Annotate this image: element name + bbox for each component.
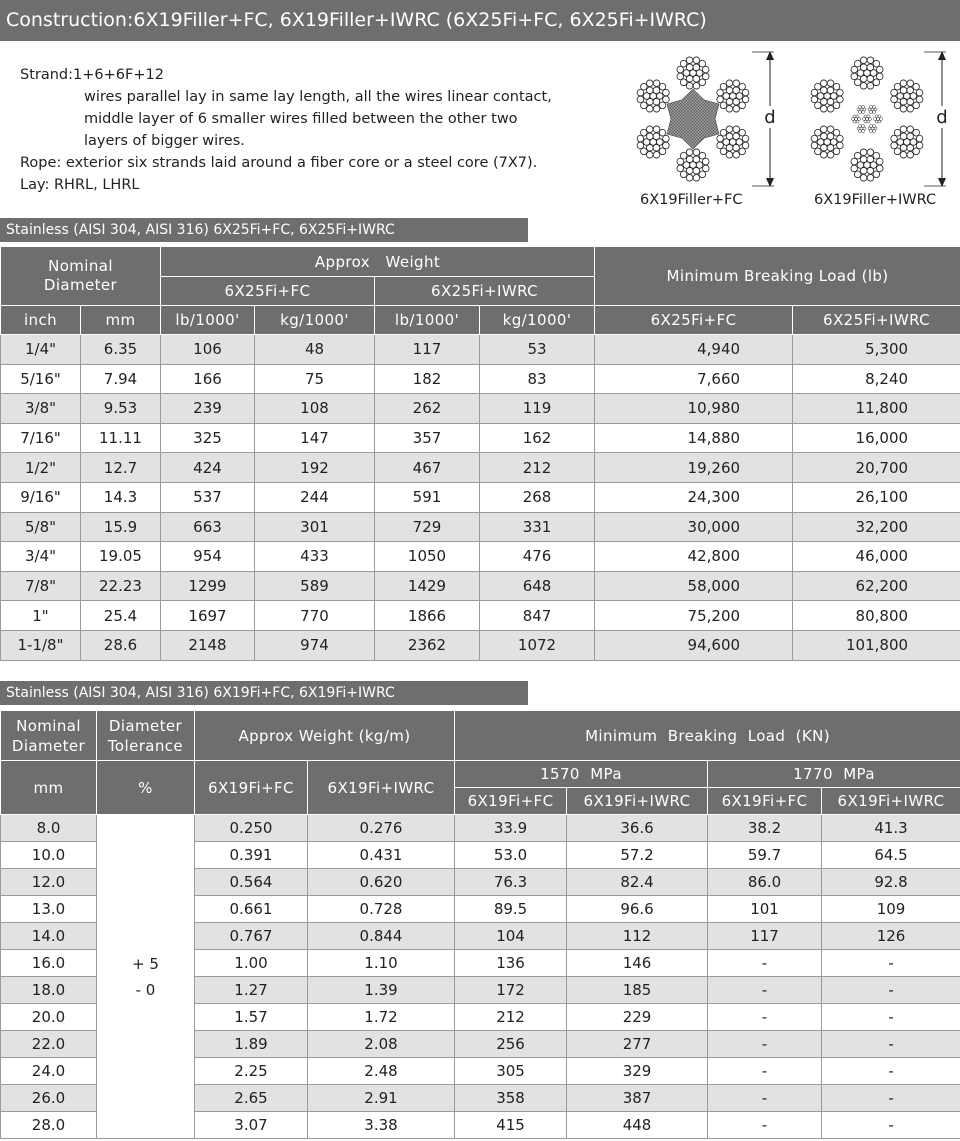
table-cell: 2.08 [308,1031,455,1058]
table-row [1,630,960,660]
table-cell: 32,200 [793,512,960,542]
table-cell: 126 [822,923,960,950]
table-cell: 38.2 [708,815,822,842]
table-cell: 0.728 [308,896,455,923]
table-cell: 3/8" [1,394,81,424]
table-cell: 663 [161,512,255,542]
table-cell: 147 [255,423,375,453]
table-cell: 13.0 [1,896,97,923]
table-cell: 2148 [161,630,255,660]
table-cell: 589 [255,571,375,601]
table-cell: 5/16" [1,364,81,394]
table-cell: 16.0 [1,950,97,977]
fiber-core [667,89,719,149]
table-cell: 729 [375,512,480,542]
table-cell: 212 [480,453,595,483]
table-row [1,423,960,453]
table-cell: 9.53 [81,394,161,424]
table-cell: 75,200 [595,601,793,631]
table-cell: 1.27 [195,977,308,1004]
table-cell: 83 [480,364,595,394]
table-row [1,512,960,542]
table-cell: 33.9 [455,815,567,842]
rope-cross-section-iwrc-figure [802,48,960,190]
table-cell: 3/4" [1,542,81,572]
table-cell: 0.564 [195,869,308,896]
table-cell: 329 [567,1058,708,1085]
table-cell: 14.3 [81,482,161,512]
table-cell: 1.89 [195,1031,308,1058]
table-cell: 1866 [375,601,480,631]
table-cell: 8.0 [1,815,97,842]
table-cell: 448 [567,1112,708,1139]
table-cell: 847 [480,601,595,631]
header-min-breaking-load: Minimum Breaking Load (lb) [595,247,960,306]
table-row [1,364,960,394]
table-cell: 0.767 [195,923,308,950]
section-title-6x19: Stainless (AISI 304, AISI 316) 6X19Fi+FC, 6X19Fi+IWRC [0,681,528,705]
table-cell: 28.0 [1,1112,97,1139]
table-cell: 244 [255,482,375,512]
header-fc: 6X25Fi+FC [161,277,375,306]
table-cell: 3.07 [195,1112,308,1139]
table-cell: - [708,977,822,1004]
table-cell: 1299 [161,571,255,601]
tolerance-plus: + 5 [132,954,159,973]
table-cell: 117 [708,923,822,950]
table-cell: 62,200 [793,571,960,601]
table-cell: 192 [255,453,375,483]
table-cell: 10,980 [595,394,793,424]
rope-line: Rope: exterior six strands laid around a fiber core or a steel core (7X7). [20,155,538,171]
header-iwrc-lb: lb/1000' [375,306,480,335]
table-cell: 1.72 [308,1004,455,1031]
table-cell: 8,240 [793,364,960,394]
table-cell: 277 [567,1031,708,1058]
rope-cross-section-fc-figure [622,48,792,190]
table-cell: 325 [161,423,255,453]
table-cell: - [822,1004,960,1031]
strand-value: 1+6+6F+12 [73,67,164,83]
table-cell: 424 [161,453,255,483]
table-cell: 1.39 [308,977,455,1004]
table-cell: 331 [480,512,595,542]
table-6x19 [0,710,960,1139]
table-cell: 648 [480,571,595,601]
table-cell: 10.0 [1,842,97,869]
construction-title: Construction:6X19Filler+FC, 6X19Filler+IWRC (6X25Fi+FC, 6X25Fi+IWRC) [0,0,960,41]
strand-label: Strand: [20,67,74,83]
table-cell: 7/16" [1,423,81,453]
table-cell: 101 [708,896,822,923]
table-cell: 136 [455,950,567,977]
figure-caption-iwrc: 6X19Filler+IWRC [814,192,937,208]
table-cell: 262 [375,394,480,424]
table-cell: 41.3 [822,815,960,842]
table-cell: 1.10 [308,950,455,977]
table-cell: - [822,1112,960,1139]
table-cell: 22.23 [81,571,161,601]
table-cell: 24.0 [1,1058,97,1085]
table-cell: 94,600 [595,630,793,660]
table-cell: 80,800 [793,601,960,631]
table-cell: 591 [375,482,480,512]
table-cell: 28.6 [81,630,161,660]
header-approx-weight: Approx Weight [161,247,595,277]
table-cell: 1072 [480,630,595,660]
table-cell: 1/4" [1,335,81,365]
table-cell: 112 [567,923,708,950]
table-cell: 11.11 [81,423,161,453]
table-cell: 2.48 [308,1058,455,1085]
header-min-breaking-load-kn: Minimum Breaking Load (KN) [455,711,960,761]
table-cell: 0.844 [308,923,455,950]
table-row [1,453,960,483]
table-cell: 239 [161,394,255,424]
table-cell: 433 [255,542,375,572]
table-cell: 974 [255,630,375,660]
strand-line-2: middle layer of 6 smaller wires filled between the other two [84,111,518,127]
header-fc-weight: 6X19Fi+FC [195,761,308,815]
table-cell: 1-1/8" [1,630,81,660]
lay-line: Lay: RHRL, LHRL [20,177,140,193]
header-iwrc-mbl: 6X25Fi+IWRC [793,306,960,335]
table-cell: 58,000 [595,571,793,601]
header-fc-kg: kg/1000' [255,306,375,335]
table-cell: 357 [375,423,480,453]
table-cell: 59.7 [708,842,822,869]
table-cell: 16,000 [793,423,960,453]
table-cell: - [708,1031,822,1058]
construction-description [20,64,552,196]
table-cell: 2.65 [195,1085,308,1112]
strand-line-1: wires parallel lay in same lay length, all the wires linear contact, [84,89,552,105]
figure-caption-fc: 6X19Filler+FC [640,192,743,208]
table-6x25 [0,246,960,661]
table-cell: 5,300 [793,335,960,365]
table-cell: 0.276 [308,815,455,842]
header-1770-mpa: 1770 MPa [708,761,960,788]
header-1570-mpa: 1570 MPa [455,761,708,788]
table-cell: 101,800 [793,630,960,660]
table-cell: 182 [375,364,480,394]
table-cell: 96.6 [567,896,708,923]
table-cell: - [708,1058,822,1085]
table-cell: - [822,950,960,977]
table-cell: 1.57 [195,1004,308,1031]
table-cell: 20,700 [793,453,960,483]
table-cell: 7/8" [1,571,81,601]
header-percent: % [97,761,195,815]
table-cell: 89.5 [455,896,567,923]
table-cell: 476 [480,542,595,572]
table-cell: 36.6 [567,815,708,842]
table-cell: 19,260 [595,453,793,483]
table-cell: 42,800 [595,542,793,572]
table-cell: 24,300 [595,482,793,512]
table-cell: - [708,1004,822,1031]
header-iwrc-1570: 6X19Fi+IWRC [567,788,708,815]
table-cell: 104 [455,923,567,950]
table-cell: 57.2 [567,842,708,869]
table-cell: 301 [255,512,375,542]
table-cell: - [822,1058,960,1085]
table-cell: 166 [161,364,255,394]
table-cell: 146 [567,950,708,977]
header-approx-weight-kgm: Approx Weight (kg/m) [195,711,455,761]
dimension-label: d [764,107,776,128]
table-cell: 6.35 [81,335,161,365]
table-cell: 18.0 [1,977,97,1004]
table-cell: 0.661 [195,896,308,923]
table-cell: 212 [455,1004,567,1031]
table-cell: 1050 [375,542,480,572]
table-cell: 0.391 [195,842,308,869]
dimension-label: d [936,107,948,128]
header-iwrc-1770: 6X19Fi+IWRC [822,788,960,815]
table-cell: 0.250 [195,815,308,842]
table-cell: - [708,1085,822,1112]
table-cell: 109 [822,896,960,923]
table-cell: 415 [455,1112,567,1139]
table-cell: 64.5 [822,842,960,869]
table-cell: 12.7 [81,453,161,483]
header-nominal-diameter: Nominal Diameter [1,247,161,306]
table-cell: 954 [161,542,255,572]
table-cell: 387 [567,1085,708,1112]
table-cell: 46,000 [793,542,960,572]
header-diameter-tolerance: Diameter Tolerance [97,711,195,761]
header-fc-1770: 6X19Fi+FC [708,788,822,815]
table-cell: 1.00 [195,950,308,977]
table-cell: 4,940 [595,335,793,365]
table-row [1,542,960,572]
table-cell: 3.38 [308,1112,455,1139]
table-cell: 14,880 [595,423,793,453]
header-fc-lb: lb/1000' [161,306,255,335]
table-cell: - [708,1112,822,1139]
table-cell: 1/2" [1,453,81,483]
table-cell: 117 [375,335,480,365]
table-cell: 26.0 [1,1085,97,1112]
table-row [1,482,960,512]
table-cell: 537 [161,482,255,512]
diameter-tolerance-cell [97,815,195,1139]
table-cell: 9/16" [1,482,81,512]
table-cell: 53 [480,335,595,365]
table-cell: 25.4 [81,601,161,631]
table-cell: 1" [1,601,81,631]
tolerance-minus: - 0 [135,980,156,999]
section-title-6x25: Stainless (AISI 304, AISI 316) 6X25Fi+FC, 6X25Fi+IWRC [0,218,528,242]
header-fc-1570: 6X19Fi+FC [455,788,567,815]
header-inch: inch [1,306,81,335]
header-iwrc: 6X25Fi+IWRC [375,277,595,306]
table-cell: 1697 [161,601,255,631]
table-cell: 75 [255,364,375,394]
table-cell: 15.9 [81,512,161,542]
header-iwrc-kg: kg/1000' [480,306,595,335]
table-cell: 2362 [375,630,480,660]
table-cell: - [822,1031,960,1058]
strand-line-3: layers of bigger wires. [84,133,245,149]
table-cell: 256 [455,1031,567,1058]
table-cell: 305 [455,1058,567,1085]
table-cell: 53.0 [455,842,567,869]
table-cell: 20.0 [1,1004,97,1031]
table-cell: 48 [255,335,375,365]
table-cell: - [708,950,822,977]
table-cell: 358 [455,1085,567,1112]
table-row [1,601,960,631]
table-cell: 92.8 [822,869,960,896]
table-cell: 185 [567,977,708,1004]
table-cell: 229 [567,1004,708,1031]
table-cell: 0.620 [308,869,455,896]
table-cell: 770 [255,601,375,631]
table-row [1,815,960,842]
table-cell: - [822,1085,960,1112]
table-cell: 162 [480,423,595,453]
header-nominal-diameter-2: Nominal Diameter [1,711,97,761]
table-cell: 7.94 [81,364,161,394]
table-cell: 467 [375,453,480,483]
table-cell: 5/8" [1,512,81,542]
table-cell: 268 [480,482,595,512]
table-cell: 0.431 [308,842,455,869]
table-cell: 2.25 [195,1058,308,1085]
table-cell: 172 [455,977,567,1004]
table-row [1,571,960,601]
table-cell: 119 [480,394,595,424]
table-cell: 106 [161,335,255,365]
table-cell: 19.05 [81,542,161,572]
strand-row [20,64,552,86]
table-cell: 26,100 [793,482,960,512]
table-cell: 1429 [375,571,480,601]
table-cell: 86.0 [708,869,822,896]
table-cell: 108 [255,394,375,424]
table-cell: 30,000 [595,512,793,542]
table-cell: 76.3 [455,869,567,896]
header-mm: mm [81,306,161,335]
table-row [1,335,960,365]
header-fc-mbl: 6X25Fi+FC [595,306,793,335]
header-iwrc-weight: 6X19Fi+IWRC [308,761,455,815]
table-cell: 2.91 [308,1085,455,1112]
table-cell: 82.4 [567,869,708,896]
table-cell: - [822,977,960,1004]
table-cell: 7,660 [595,364,793,394]
table-row [1,394,960,424]
header-mm-2: mm [1,761,97,815]
table-cell: 11,800 [793,394,960,424]
table-cell: 22.0 [1,1031,97,1058]
table-cell: 14.0 [1,923,97,950]
table-cell: 12.0 [1,869,97,896]
